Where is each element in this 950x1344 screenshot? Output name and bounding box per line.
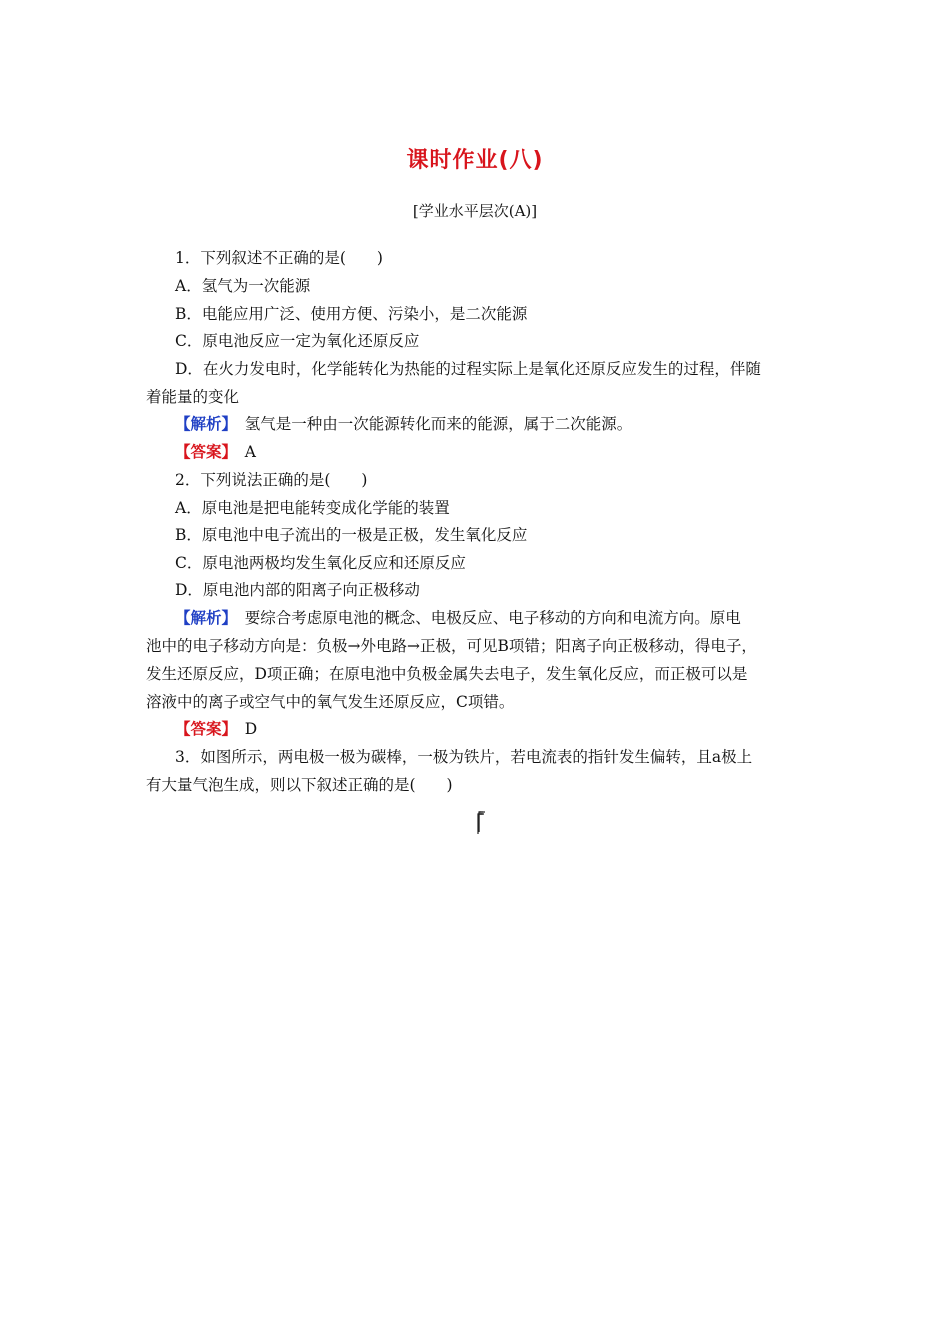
q1-option-b: B．电能应用广泛、使用方便、污染小，是二次能源	[175, 305, 528, 323]
q1-option-d-cont: 着能量的变化	[146, 388, 240, 406]
q2-analysis	[175, 608, 741, 628]
q2-option-a: A．原电池是把电能转变成化学能的装置	[175, 499, 450, 517]
q2-analysis-line2: 池中的电子移动方向是：负极→外电路→正极，可见B项错；阳离子向正极移动，得电子，	[146, 637, 757, 655]
q3-stem-cont: 有大量气泡生成，则以下叙述正确的是( )	[146, 776, 453, 794]
level-label: [学业水平层次(A)]	[412, 202, 538, 220]
q1-option-d: D．在火力发电时，化学能转化为热能的过程实际上是氧化还原反应发生的过程，伴随	[175, 360, 761, 378]
q2-answer-value: D	[229, 720, 258, 738]
q1-option-c: C．原电池反应一定为氧化还原反应	[175, 332, 420, 350]
q1-analysis-text: 氢气是一种由一次能源转化而来的能源，属于二次能源。	[229, 415, 633, 433]
analysis-label: 【解析】	[175, 609, 230, 627]
q3-stem: 3．如图所示，两电极一极为碳棒，一极为铁片，若电流表的指针发生偏转，且a极上	[175, 748, 753, 766]
q1-answer-value: A	[229, 443, 256, 461]
q1-option-a: A．氢气为一次能源	[175, 277, 311, 295]
answer-label: 【答案】	[175, 443, 230, 461]
cell-diagram-svg	[448, 802, 558, 928]
q1-answer	[175, 442, 256, 462]
electrochemical-cell-diagram	[448, 802, 558, 932]
analysis-label: 【解析】	[175, 415, 230, 433]
answer-label: 【答案】	[175, 720, 230, 738]
q2-answer	[175, 719, 257, 739]
q2-analysis-line4: 溶液中的离子或空气中的氧气发生还原反应，C项错。	[146, 693, 515, 711]
q2-stem: 2．下列说法正确的是( )	[175, 471, 368, 489]
q2-option-c: C．原电池两极均发生氧化反应和还原反应	[175, 554, 466, 572]
page-title: 课时作业(八)	[406, 148, 544, 173]
q2-option-b: B．原电池中电子流出的一极是正极，发生氧化反应	[175, 526, 528, 544]
q2-analysis-line3: 发生还原反应，D项正确；在原电池中负极金属失去电子，发生氧化反应，而正极可以是	[146, 665, 748, 683]
q2-analysis-text: 要综合考虑原电池的概念、电极反应、电子移动的方向和电流方向。原电	[229, 609, 741, 627]
q2-option-d: D．原电池内部的阳离子向正极移动	[175, 581, 420, 599]
q1-analysis	[175, 414, 632, 434]
q1-stem: 1．下列叙述不正确的是( )	[175, 249, 383, 267]
